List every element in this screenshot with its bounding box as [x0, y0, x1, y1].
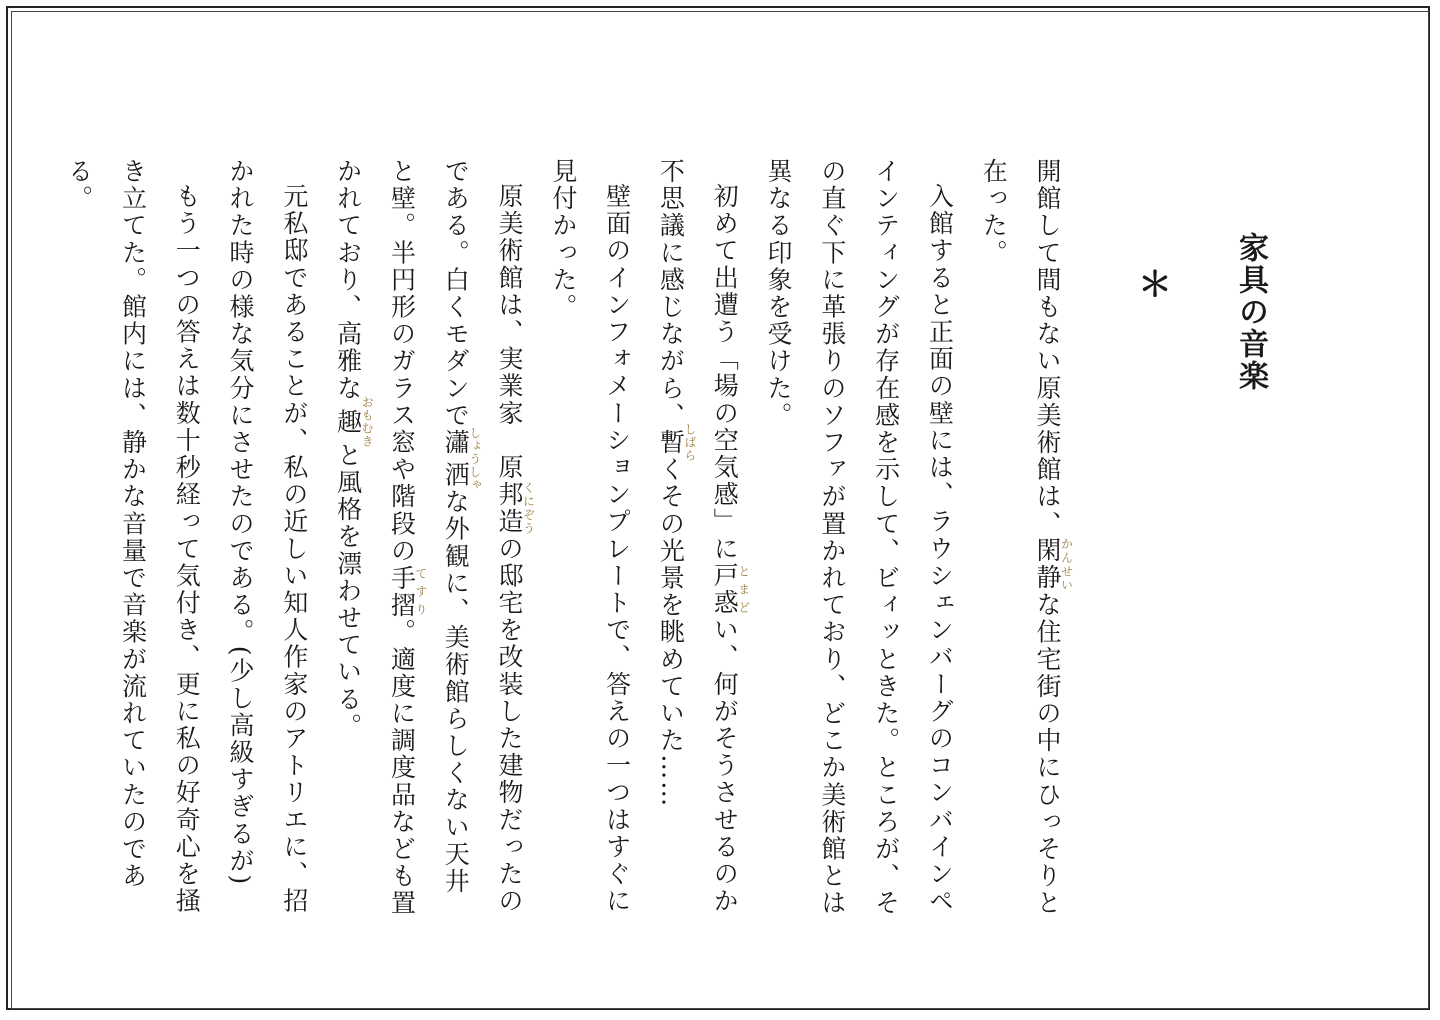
paragraph	[644, 158, 752, 918]
ruby-reading: しばら	[682, 423, 697, 463]
ruby-base: 暫	[656, 423, 686, 463]
ruby-annotated-word	[441, 426, 482, 492]
paragraph	[321, 158, 536, 918]
asterisk-separator: ＊	[1138, 265, 1172, 305]
ruby-base: 趣	[333, 395, 363, 448]
text-segment: 壁面のインフォメーションプレートで、答えの一つはすぐに見付かった。	[548, 158, 632, 915]
ruby-reading: とまど	[736, 562, 751, 617]
ruby-annotated-word	[1033, 537, 1074, 592]
ruby-annotated-word	[387, 564, 428, 619]
ruby-base: 瀟洒	[441, 426, 471, 492]
ruby-reading: くにぞう	[521, 481, 536, 536]
ruby-base: 戸惑	[710, 562, 740, 617]
paragraph	[751, 158, 966, 918]
text-segment: の邸宅を改装した建物だったのである。白くモダンで	[441, 158, 525, 915]
text-segment: 。適度に調度品なども置かれており、高雅な	[333, 158, 417, 917]
ruby-annotated-word	[495, 481, 536, 536]
paragraph	[966, 158, 1074, 918]
ruby-base: 手摺	[387, 564, 417, 619]
text-segment: と風格を漂わせている。	[333, 441, 363, 740]
ruby-annotated-word	[333, 395, 375, 448]
text-segment: い、何がそうさせるのか不思議に感じながら、	[656, 158, 740, 915]
paragraph	[213, 158, 321, 918]
text-segment: 開館して間もない原美術館は、	[1033, 158, 1062, 538]
ruby-reading: かんせい	[1059, 537, 1074, 592]
ruby-annotated-word	[710, 562, 751, 617]
text-segment: 入館すると正面の壁には、ラウシェンバーグのコンバインペインティングが存在感を示して、ビィッときた。ところが、その直ぐ下に革張りのソファが置かれており、どこか美術館とは異なる印象を受けた。	[764, 158, 955, 917]
ruby-base: 邦造	[495, 481, 525, 536]
page-title: 家具の音楽	[1233, 232, 1268, 392]
ruby-reading: おもむき	[360, 395, 375, 448]
ruby-reading: しょうしゃ	[467, 426, 482, 492]
paragraph	[536, 158, 644, 918]
text-segment: 元私邸であることが、私の近しい知人作家のアトリエに、招かれた時の様な気分にさせたのである。(少し高級すぎるが)	[226, 158, 309, 915]
text-segment: もう一つの答えは数十秒経って気付き、更に私の好奇心を掻き立てた。館内には、静かな音量で音楽が流れていたのである。	[64, 158, 202, 915]
article-body	[64, 158, 1074, 918]
paragraph	[52, 158, 213, 918]
text-segment: くその光景を眺めていた……	[656, 456, 686, 809]
ruby-annotated-word	[656, 423, 697, 463]
text-segment: 原美術館は、実業家 原	[495, 183, 525, 482]
text-segment: な住宅街の中にひっそりと在った。	[979, 158, 1062, 917]
text-segment: な外観に、美術館らしくない天井と壁。半円形のガラス窓や階段の	[387, 158, 471, 896]
ruby-base: 閑静	[1033, 537, 1062, 592]
ruby-reading: てすり	[413, 564, 428, 619]
text-segment: 初めて出遭う「場の空気感」に	[710, 183, 740, 563]
